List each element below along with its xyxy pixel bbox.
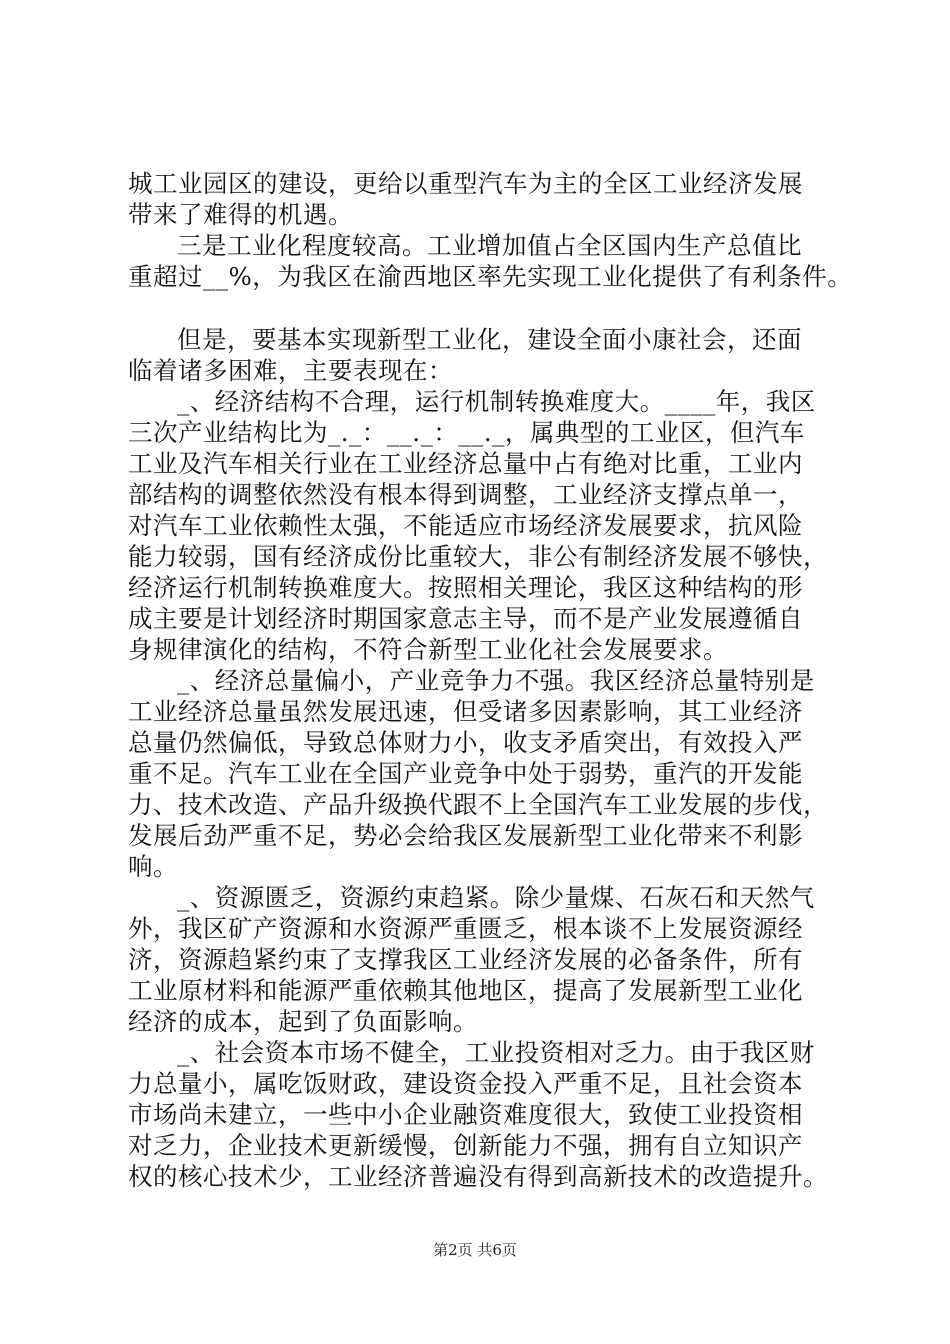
text-line: 重不足。汽车工业在全国产业竞争中处于弱势，重汽的开发能	[128, 759, 803, 788]
text-line: 外，我区矿产资源和水资源严重匮乏，根本谈不上发展资源经	[128, 914, 803, 943]
text-line: 总量仍然偏低，导致总体财力小，收支矛盾突出，有效投入严	[128, 728, 803, 757]
text-line: 响。	[128, 852, 178, 881]
text-line: 发展后劲严重不足，势必会给我区发展新型工业化带来不利影	[128, 821, 803, 850]
text-line: 对汽车工业依赖性太强，不能适应市场经济发展要求，抗风险	[128, 511, 803, 540]
paragraph-start-line: _、社会资本市场不健全，工业投资相对乏力。由于我区财	[177, 1038, 815, 1067]
text-line: 权的核心技术少，工业经济普遍没有得到高新技术的改造提升。	[128, 1162, 828, 1191]
paragraph-start-line: 三是工业化程度较高。工业增加值占全区国内生产总值比	[177, 231, 802, 260]
text-line: 工业及汽车相关行业在工业经济总量中占有绝对比重，工业内	[128, 449, 803, 478]
text-line: 经济的成本，起到了负面影响。	[128, 1007, 478, 1036]
text-line: 经济运行机制转换难度大。按照相关理论，我区这种结构的形	[128, 573, 803, 602]
text-line: 临着诸多困难，主要表现在：	[128, 356, 453, 385]
document-body	[128, 168, 853, 1192]
text-line: 工业经济总量虽然发展迅速，但受诸多因素影响，其工业经济	[128, 697, 803, 726]
text-line: 部结构的调整依然没有根本得到调整，工业经济支撑点单一，	[128, 480, 803, 509]
text-line: 城工业园区的建设，更给以重型汽车为主的全区工业经济发展	[128, 169, 803, 198]
paragraph-gap	[128, 292, 840, 324]
text-line: 济，资源趋紧约束了支撑我区工业经济发展的必备条件，所有	[128, 945, 803, 974]
paragraph-start-line: _、经济总量偏小，产业竞争力不强。我区经济总量特别是	[177, 666, 815, 695]
text-line: 成主要是计划经济时期国家意志主导，而不是产业发展遵循自	[128, 604, 803, 633]
text-line: 力总量小，属吃饭财政，建设资金投入严重不足，且社会资本	[128, 1069, 803, 1098]
text-line: 身规律演化的结构，不符合新型工业化社会发展要求。	[128, 635, 728, 664]
text-line: 三次产业结构比为_._：__._：__._，属典型的工业区，但汽车	[128, 418, 805, 447]
paragraph-start-line: _、经济结构不合理，运行机制转换难度大。____年，我区	[177, 387, 816, 416]
text-line: 工业原材料和能源严重依赖其他地区，提高了发展新型工业化	[128, 976, 803, 1005]
paragraph-start-line: 但是，要基本实现新型工业化，建设全面小康社会，还面	[177, 325, 802, 354]
text-line: 带来了难得的机遇。	[128, 200, 353, 229]
text-line: 市场尚未建立，一些中小企业融资难度很大，致使工业投资相	[128, 1100, 803, 1129]
text-line: 对乏力，企业技术更新缓慢，创新能力不强，拥有自立知识产	[128, 1131, 803, 1160]
text-line: 重超过__%，为我区在渝西地区率先实现工业化提供了有利条件。	[128, 262, 853, 291]
text-line: 能力较弱，国有经济成份比重较大，非公有制经济发展不够快，	[128, 542, 828, 571]
paragraph-start-line: _、资源匮乏，资源约束趋紧。除少量煤、石灰石和天然气	[177, 883, 815, 912]
page-footer	[0, 1240, 950, 1260]
text-line: 力、技术改造、产品升级换代跟不上全国汽车工业发展的步伐，	[128, 790, 828, 819]
page-number-label: 第2页 共6页	[433, 1241, 517, 1259]
